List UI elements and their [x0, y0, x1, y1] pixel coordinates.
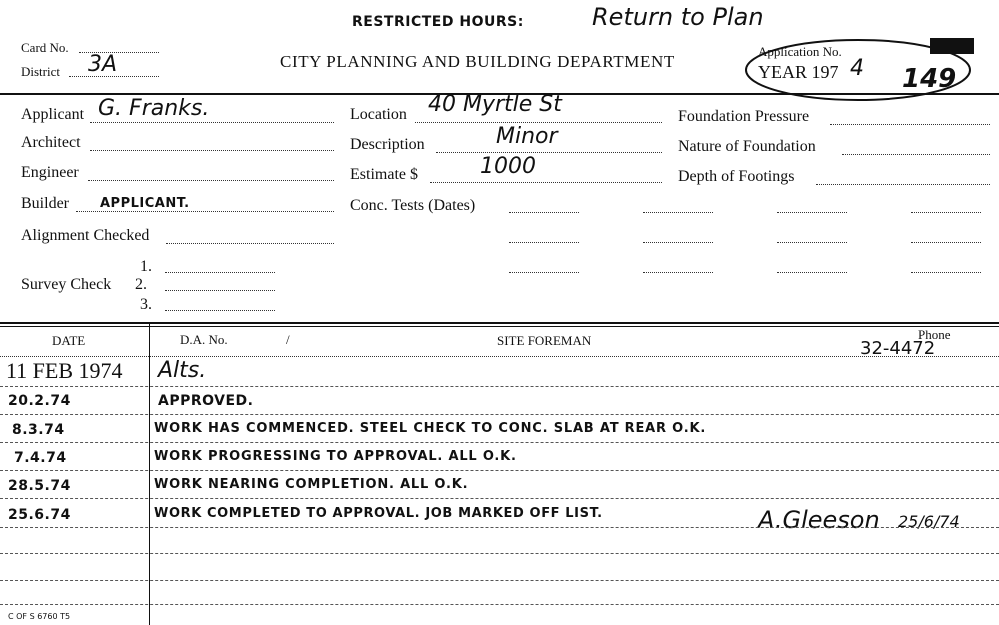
depth-of-footings-label: Depth of Footings [678, 168, 795, 185]
description-line [436, 152, 662, 153]
builder-line [76, 211, 334, 212]
year-digit: 4 [850, 56, 864, 81]
row-entry: APPROVED. [158, 393, 254, 409]
district-value: 3A [88, 52, 118, 77]
row-date: 11 FEB 1974 [6, 358, 123, 383]
depth-of-footings-line [816, 184, 990, 185]
date-header: DATE [52, 333, 86, 348]
da-header: D.A. No. [180, 332, 228, 347]
row-entry: Alts. [158, 358, 207, 383]
row-entry: WORK PROGRESSING TO APPROVAL. ALL O.K. [154, 449, 517, 464]
row-date: 7.4.74 [14, 450, 67, 466]
conc-test-line [911, 272, 981, 273]
estimate-label: Estimate $ [350, 166, 418, 183]
restricted-hours-label: RESTRICTED HOURS: [352, 14, 524, 30]
conc-test-line [509, 212, 579, 213]
conc-test-line [643, 272, 713, 273]
conc-test-line [509, 242, 579, 243]
applicant-value: G. Franks. [98, 96, 210, 121]
survey-1-line [165, 272, 275, 273]
row-date: 28.5.74 [8, 478, 71, 494]
row-line [0, 604, 999, 605]
row-date: 8.3.74 [12, 422, 65, 438]
survey-check-label: Survey Check [21, 276, 112, 293]
conc-test-line [643, 212, 713, 213]
table-header-bottom [0, 356, 999, 357]
survey-2-label: 2. [135, 276, 147, 293]
signature-date: 25/6/74 [898, 512, 960, 531]
redaction-mark [930, 38, 974, 54]
row-line [0, 553, 999, 554]
description-value: Minor [496, 124, 558, 149]
architect-line [90, 150, 334, 151]
department-title: CITY PLANNING AND BUILDING DEPARTMENT [280, 52, 675, 71]
description-label: Description [350, 136, 425, 153]
applicant-line [90, 122, 334, 123]
nature-of-foundation-line [842, 154, 990, 155]
applicant-label: Applicant [21, 106, 85, 123]
row-date: 25.6.74 [8, 507, 71, 523]
form-code: C OF S 6760 T5 [8, 612, 71, 621]
district-label: District [21, 64, 60, 79]
alignment-checked-label: Alignment Checked [21, 227, 150, 244]
row-line [0, 442, 999, 443]
phone-value: 32-4472 [860, 338, 936, 359]
inspector-signature: A.Gleeson [758, 506, 880, 534]
architect-label: Architect [21, 134, 81, 151]
row-line [0, 386, 999, 387]
row-line [0, 580, 999, 581]
row-line [0, 527, 999, 528]
conc-tests-label: Conc. Tests (Dates) [350, 197, 476, 214]
row-line [0, 498, 999, 499]
application-no-value: 149 [902, 64, 957, 94]
conc-test-line [911, 242, 981, 243]
site-foreman-header: SITE FOREMAN [497, 333, 592, 348]
restricted-hours-value: Return to Plan [592, 3, 764, 31]
row-line [0, 470, 999, 471]
application-no-label: Application No. [758, 44, 842, 59]
alignment-line [166, 243, 334, 244]
engineer-label: Engineer [21, 164, 79, 181]
foundation-pressure-label: Foundation Pressure [678, 108, 810, 125]
survey-1-label: 1. [140, 258, 152, 275]
engineer-line [88, 180, 334, 181]
builder-value: APPLICANT. [100, 196, 190, 211]
phone-header: Phone [918, 327, 951, 342]
survey-2-line [165, 290, 275, 291]
card-no-label: Card No. [21, 40, 69, 55]
row-date: 20.2.74 [8, 393, 71, 409]
location-value: 40 Myrtle St [428, 92, 562, 117]
conc-test-line [777, 212, 847, 213]
estimate-line [430, 182, 662, 183]
district-line [69, 76, 159, 77]
conc-test-line [777, 242, 847, 243]
conc-test-line [777, 272, 847, 273]
year-label: YEAR 197 [758, 62, 839, 82]
builder-label: Builder [21, 195, 69, 212]
foundation-pressure-line [830, 124, 990, 125]
conc-test-line [509, 272, 579, 273]
estimate-value: 1000 [480, 154, 536, 179]
conc-test-line [911, 212, 981, 213]
da-slash: / [286, 332, 290, 347]
row-line [0, 414, 999, 415]
location-label: Location [350, 106, 407, 123]
survey-3-line [165, 310, 275, 311]
survey-3-label: 3. [140, 296, 152, 313]
location-line [415, 122, 662, 123]
row-entry: WORK HAS COMMENCED. STEEL CHECK TO CONC. SLAB AT REAR O.K. [154, 421, 707, 436]
nature-of-foundation-label: Nature of Foundation [678, 138, 816, 155]
row-entry: WORK COMPLETED TO APPROVAL. JOB MARKED OFF LIST. [154, 506, 603, 521]
row-entry: WORK NEARING COMPLETION. ALL O.K. [154, 477, 469, 492]
conc-test-line [643, 242, 713, 243]
